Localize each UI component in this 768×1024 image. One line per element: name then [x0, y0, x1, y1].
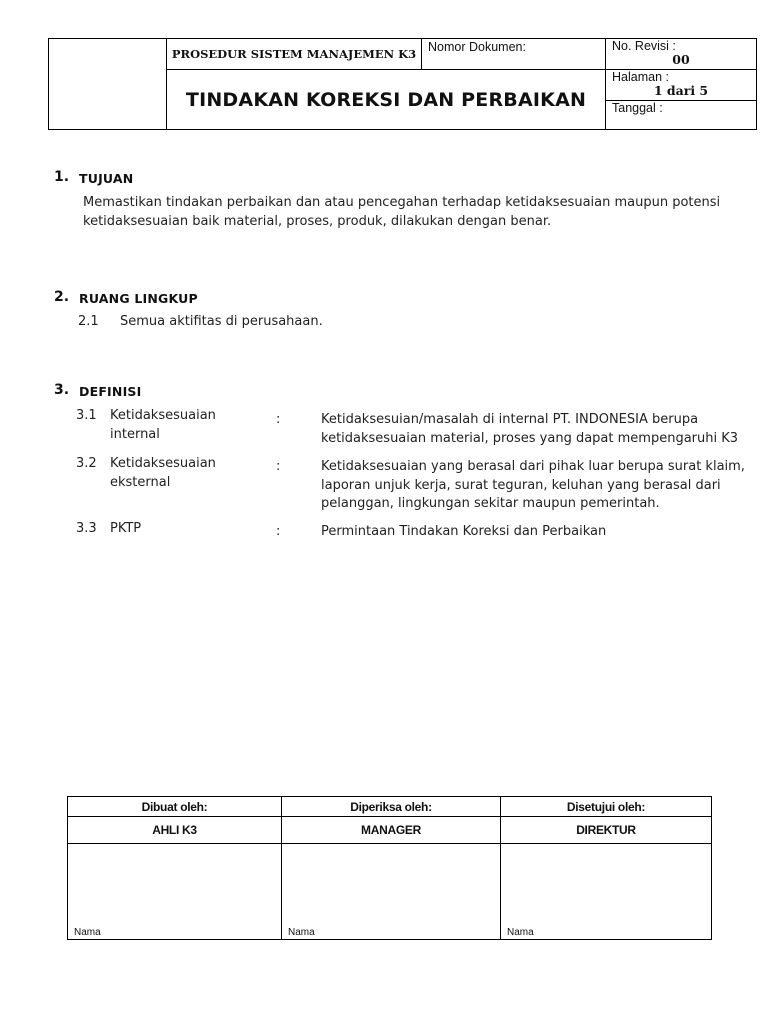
section-title: TUJUAN [79, 171, 134, 186]
definition-separator: : [276, 412, 281, 427]
nomor-dokumen-cell [422, 39, 606, 70]
approval-signature-row [68, 844, 712, 940]
term-line: Ketidaksesuaian [110, 408, 216, 423]
definition-number: 3.2 [76, 456, 97, 471]
section-title: RUANG LINGKUP [79, 291, 198, 306]
definition-separator: : [276, 459, 281, 474]
definition-term [110, 520, 141, 539]
definition-text [321, 458, 745, 514]
term-line: PKTP [110, 521, 142, 536]
tanggal-cell [606, 101, 757, 130]
no-revisi-cell [606, 39, 757, 70]
definition-term [110, 455, 216, 492]
definition-separator: : [276, 524, 281, 539]
def-line: Ketidaksesuaian yang berasal dari pihak luar berupa surat klaim, [321, 459, 745, 474]
def-line: Ketidaksesuian/masalah di internal PT. INDONESIA berupa [321, 412, 699, 427]
approval-role: MANAGER [282, 817, 501, 844]
halaman-cell [606, 70, 757, 101]
section-body [83, 194, 720, 231]
approval-heading: Diperiksa oleh: [282, 797, 501, 817]
section-number: 2. [54, 289, 70, 305]
name-label: Nama [288, 927, 315, 938]
term-line: eksternal [110, 474, 171, 490]
text-line: ketidaksesuaian baik material, proses, produk, dilakukan dengan benar. [83, 213, 552, 229]
signature-box [501, 844, 712, 940]
definition-number: 3.3 [76, 521, 97, 536]
term-line: internal [110, 426, 160, 442]
section-number: 3. [54, 382, 70, 398]
item-text: Semua aktifitas di perusahaan. [120, 314, 323, 329]
approval-heading: Disetujui oleh: [501, 797, 712, 817]
name-label: Nama [74, 927, 101, 938]
text-line: Memastikan tindakan perbaikan dan atau pencegahan terhadap ketidaksesuaian maupun potensi [83, 195, 721, 210]
def-line: ketidaksesuaian material, proses yang dapat mempengaruhi K3 [321, 430, 739, 446]
nomor-dokumen-label: Nomor Dokumen: [428, 40, 526, 54]
definition-text [321, 523, 606, 542]
def-line: Permintaan Tindakan Koreksi dan Perbaikan [321, 524, 607, 539]
definition-number: 3.1 [76, 408, 97, 423]
name-label: Nama [507, 927, 534, 938]
document-header-table [48, 38, 757, 130]
definition-text [321, 411, 738, 448]
no-revisi-value: 00 [672, 52, 690, 67]
approval-heading-row [68, 797, 712, 817]
halaman-label: Halaman : [612, 70, 669, 84]
section-number: 1. [54, 169, 70, 185]
item-number: 2.1 [78, 314, 99, 329]
halaman-value: 1 dari 5 [653, 83, 709, 98]
signature-box [282, 844, 501, 940]
approval-role-row [68, 817, 712, 844]
signature-box [68, 844, 282, 940]
definition-term [110, 407, 216, 444]
approval-role: AHLI K3 [68, 817, 282, 844]
section-title: DEFINISI [79, 384, 142, 399]
approval-role: DIREKTUR [501, 817, 712, 844]
tanggal-label: Tanggal : [612, 101, 663, 115]
approval-table [67, 796, 712, 940]
document-title: TINDAKAN KOREKSI DAN PERBAIKAN [167, 70, 606, 130]
procedure-title: PROSEDUR SISTEM MANAJEMEN K3 [167, 39, 422, 70]
def-line: pelanggan, lingkungan sekitar maupun pemerintah. [321, 496, 660, 511]
approval-heading: Dibuat oleh: [68, 797, 282, 817]
term-line: Ketidaksesuaian [110, 456, 216, 471]
logo-cell [49, 39, 167, 130]
def-line: laporan unjuk kerja, surat teguran, keluhan yang berasal dari [321, 477, 721, 493]
no-revisi-label: No. Revisi : [612, 39, 676, 53]
